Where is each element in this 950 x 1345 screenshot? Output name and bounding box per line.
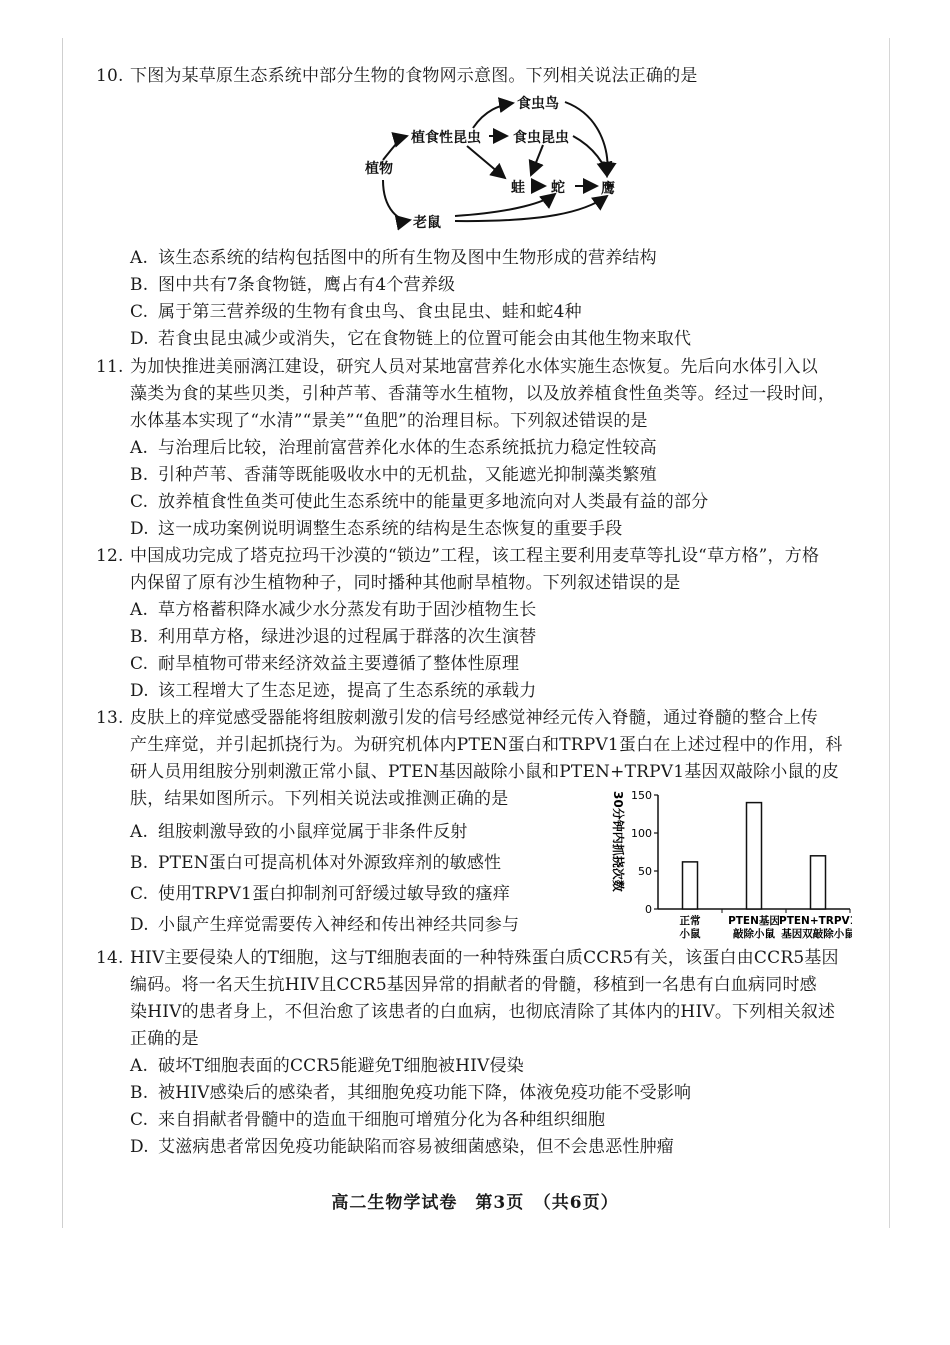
question-10-stem [96, 63, 851, 90]
stem-text: 下图为某草原生态系统中部分生物的食物网示意图。下列相关说法正确的是 [130, 66, 698, 86]
option-b: B. 被HIV感染后的感染者，其细胞免疫功能下降，体液免疫功能不受影响 [130, 1083, 692, 1103]
question-10-options [96, 245, 851, 353]
option-a: A. 草方格蓄积降水减少水分蒸发有助于固沙植物生长 [130, 600, 537, 620]
option-c: C. 使用TRPV1蛋白抑制剂可舒缓过敏导致的瘙痒 [130, 884, 511, 904]
node-insectivorous-insect: 食虫昆虫 [513, 130, 569, 146]
x-category-label: PTEN+TRPV1 [779, 915, 852, 927]
option-d: D. 这一成功案例说明调整生态系统的结构是生态恢复的重要手段 [130, 519, 623, 539]
option-a: A. 该生态系统的结构包括图中的所有生物及图中生物形成的营养结构 [130, 248, 657, 268]
y-tick-label: 50 [638, 865, 652, 878]
option-c: C. 属于第三营养级的生物有食虫鸟、食虫昆虫、蛙和蛇4种 [130, 302, 582, 322]
question-13-stem-line: 肤，结果如图所示。下列相关说法或推测正确的是 [130, 789, 509, 809]
option-b: B. PTEN蛋白可提高机体对外源致痒剂的敏感性 [130, 853, 502, 873]
y-tick-label: 0 [645, 903, 652, 916]
y-axis-label: 30分钟内抓挠次数 [611, 791, 625, 892]
page-footer: 高二生物学试卷 第3页 （共6页） [331, 1193, 619, 1213]
x-category-label: 基因双敲除小鼠 [781, 928, 852, 940]
question-number: 14. [96, 948, 124, 968]
node-insectivorous-bird: 食虫鸟 [517, 96, 559, 112]
option-d: D. 若食虫昆虫减少或消失，它在食物链上的位置可能会由其他生物来取代 [130, 329, 692, 349]
option-d: D. 小鼠产生痒觉需要传入神经和传出神经共同参与 [130, 915, 520, 935]
x-category-label: 敲除小鼠 [733, 928, 775, 940]
question-number: 11. [96, 357, 124, 377]
bar-chart [602, 787, 852, 947]
scratch-count-chart [602, 787, 852, 947]
question-11-stem-line: 藻类为食的某些贝类，引种芦苇、香蒲等水生植物，以及放养植食性鱼类等。经过一段时间， [130, 384, 836, 404]
question-number: 10. [96, 66, 124, 86]
question-number: 12. [96, 546, 124, 566]
node-mouse: 老鼠 [413, 215, 441, 231]
x-category-label: 小鼠 [679, 928, 701, 940]
question-11-stem-line: 11. 为加快推进美丽漓江建设，研究人员对某地富营养化水体实施生态恢复。先后向水体引入以 [96, 354, 851, 381]
y-tick-label: 150 [631, 789, 652, 802]
option-c: C. 来自捐献者骨髓中的造血干细胞可增殖分化为各种组织细胞 [130, 1110, 606, 1130]
option-c: C. 放养植食性鱼类可使此生态系统中的能量更多地流向对人类最有益的部分 [130, 492, 709, 512]
food-web-arrows [355, 90, 635, 240]
option-a: A. 破坏T细胞表面的CCR5能避免T细胞被HIV侵染 [130, 1056, 524, 1076]
option-c: C. 耐旱植物可带来经济效益主要遵循了整体性原理 [130, 654, 520, 674]
bar [747, 803, 762, 909]
x-category-label: PTEN基因 [728, 915, 780, 927]
option-a: A. 与治理后比较，治理前富营养化水体的生态系统抵抗力稳定性较高 [130, 438, 657, 458]
question-number: 13. [96, 708, 124, 728]
bar [811, 856, 826, 909]
x-category-label: 正常 [679, 915, 701, 927]
question-14-stem-line: 染HIV的患者身上，不但治愈了该患者的白血病，也彻底清除了其体内的HIV。下列相关叙述 [130, 1002, 836, 1022]
option-d: D. 艾滋病患者常因免疫功能缺陷而容易被细菌感染，但不会患恶性肿瘤 [130, 1137, 674, 1157]
bar [683, 862, 698, 909]
node-plant: 植物 [365, 161, 393, 177]
question-13-stem-line: 研人员用组胺分别刺激正常小鼠、PTEN基因敲除小鼠和PTEN+TRPV1基因双敲除小鼠的皮 [130, 762, 840, 782]
node-eagle: 鹰 [601, 181, 615, 197]
question-14-stem-line: 编码。将一名天生抗HIV且CCR5基因异常的捐献者的骨髓，移植到一名患有白血病同时感 [130, 975, 817, 995]
question-12 [96, 543, 851, 705]
question-14-stem-line: 正确的是 [130, 1029, 199, 1049]
option-b: B. 图中共有7条食物链，鹰占有4个营养级 [130, 275, 456, 295]
y-tick-label: 100 [631, 827, 652, 840]
question-11-stem-line: 水体基本实现了“水清”“景美”“鱼肥”的治理目标。下列叙述错误的是 [130, 411, 648, 431]
option-b: B. 引种芦苇、香蒲等既能吸收水中的无机盐，又能遮光抑制藻类繁殖 [130, 465, 657, 485]
node-frog: 蛙 [511, 180, 525, 196]
question-12-stem-line: 12. 中国成功完成了塔克拉玛干沙漠的“锁边”工程，该工程主要利用麦草等扎设“草方格”，方格 [96, 543, 851, 570]
option-d: D. 该工程增大了生态足迹，提高了生态系统的承载力 [130, 681, 537, 701]
node-herbivorous-insect: 植食性昆虫 [411, 130, 481, 146]
question-13-stem-line: 产生痒觉，并引起抓挠行为。为研究机体内PTEN蛋白和TRPV1蛋白在上述过程中的作用，科 [130, 735, 843, 755]
question-11 [96, 354, 851, 543]
question-12-stem-line: 内保留了原有沙生植物种子，同时播种其他耐旱植物。下列叙述错误的是 [130, 573, 681, 593]
node-snake: 蛇 [551, 180, 565, 196]
question-14-stem-line: 14. HIV主要侵染人的T细胞，这与T细胞表面的一种特殊蛋白质CCR5有关，该蛋白由CCR5基因 [96, 945, 851, 972]
question-10 [96, 63, 851, 90]
food-web-diagram [355, 90, 635, 240]
question-13-stem-line: 13. 皮肤上的痒觉感受器能将组胺刺激引发的信号经感觉神经元传入脊髓，通过脊髓的整合上传 [96, 705, 851, 732]
option-a: A. 组胺刺激导致的小鼠痒觉属于非条件反射 [130, 822, 468, 842]
question-14 [96, 945, 851, 1161]
option-b: B. 利用草方格，绿进沙退的过程属于群落的次生演替 [130, 627, 537, 647]
